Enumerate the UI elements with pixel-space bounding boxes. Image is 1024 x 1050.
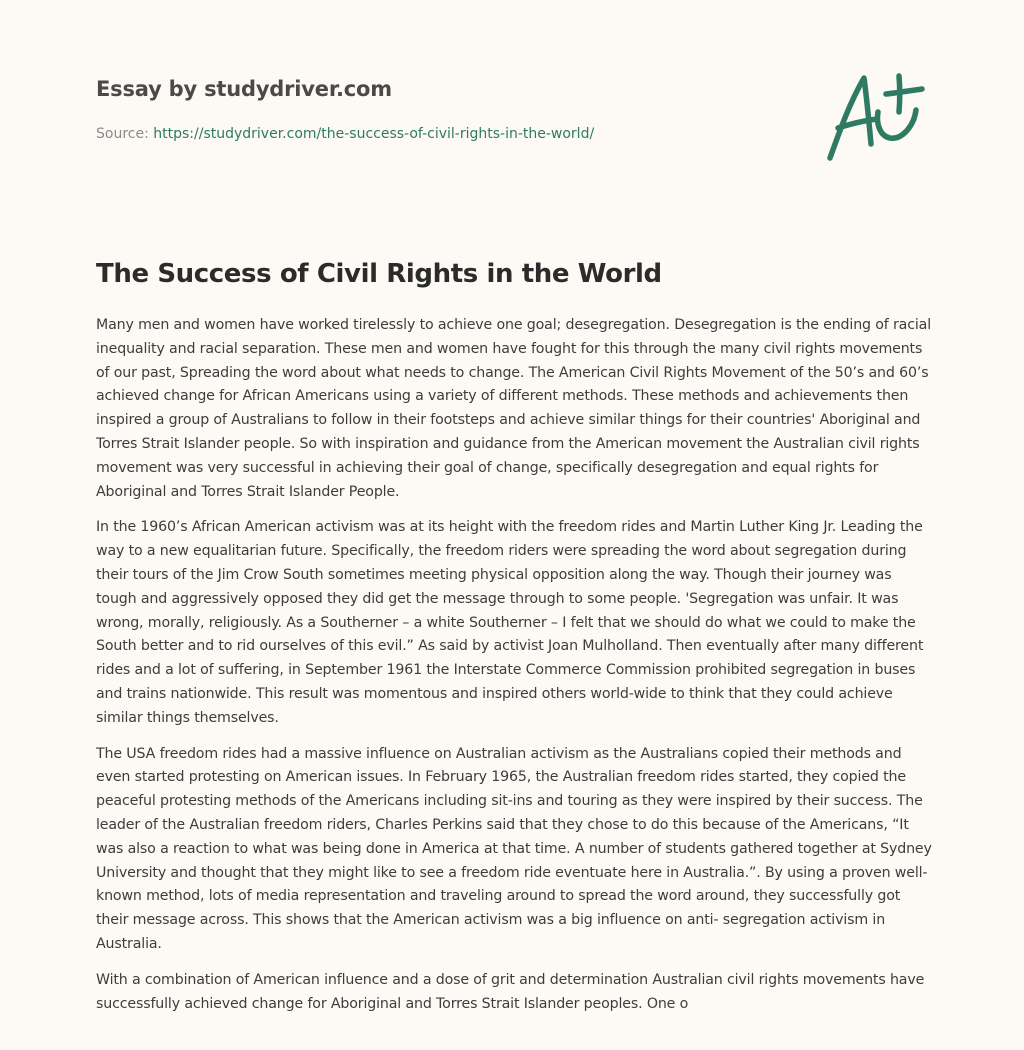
a-plus-logo-graphic [820,64,930,168]
page-header [96,74,816,144]
paragraph: With a combination of American influence and a dose of grit and determination Australian civil rights movements have successfully achieved change for Aboriginal and Torres Strait Islander peoples. One o [96,971,925,1012]
source-link[interactable]: https://studydriver.com/the-success-of-civil-rights-in-the-world/ [153,126,595,142]
site-brand: Essay by studydriver.com [96,77,392,101]
source-line [96,124,816,144]
paragraph: The USA freedom rides had a massive influence on Australian activism as the Australians copied their methods and even started protesting on American issues. In February 1965, the Australian freedom rides started, they copied the peaceful protesting methods of the Americans including sit-ins and touring as they were inspired by their success. The leader of the Australian freedom riders, Charles Perkins said that they chose to do this because of the Americans, “It was also a reaction to what was being done in America at that time. A number of students gathered together at Sydney University and thought that they might like to see a freedom ride eventuate here in Australia.”. By using a proven well-known method, lots of media representation and traveling around to spread the word around, they successfully got their message across. This shows that the American activism was a big influence on anti- segregation activism in Australia. [96,745,932,952]
paragraph: Many men and women have worked tirelessly to achieve one goal; desegregation. Desegregation is the ending of racial inequality and racial separation. These men and women have fought for this through the many civil rights movements of our past, Spreading the word about what needs to change. The American Civil Rights Movement of the 50’s and 60’s achieved change for African Americans using a variety of different methods. These methods and achievements then inspired a group of Australians to follow in their footsteps and achieve similar things for their countries' Aboriginal and Torres Strait Islander people. So with inspiration and guidance from the American movement the Australian civil rights movement was very successful in achieving their goal of change, specifically desegregation and equal rights for Aboriginal and Torres Strait Islander People. [96,317,932,500]
source-label: Source: [96,126,154,142]
a-plus-logo-icon [820,64,930,168]
article-body [96,314,936,1016]
paragraph: In the 1960’s African American activism was at its height with the freedom rides and Martin Luther King Jr. Leading the way to a new equalitarian future. Specifically, the freedom riders were spreading the word about segregation during their tours of the Jim Crow South sometimes meeting physical opposition along the way. Though their journey was tough and aggressively opposed they did get the message through to some people. 'Segregation was unfair. It was wrong, morally, religiously. As a Southerner – a white Southerner – I felt that we should do what we could to make the South better and to rid ourselves of this evil.” As said by activist Joan Mulholland. Then eventually after many different rides and a lot of suffering, in September 1961 the Interstate Commerce Commission prohibited segregation in buses and trains nationwide. This result was momentous and inspired others world-wide to think that they could achieve similar things themselves. [96,519,924,726]
article-title: The Success of Civil Rights in the World [96,259,662,289]
